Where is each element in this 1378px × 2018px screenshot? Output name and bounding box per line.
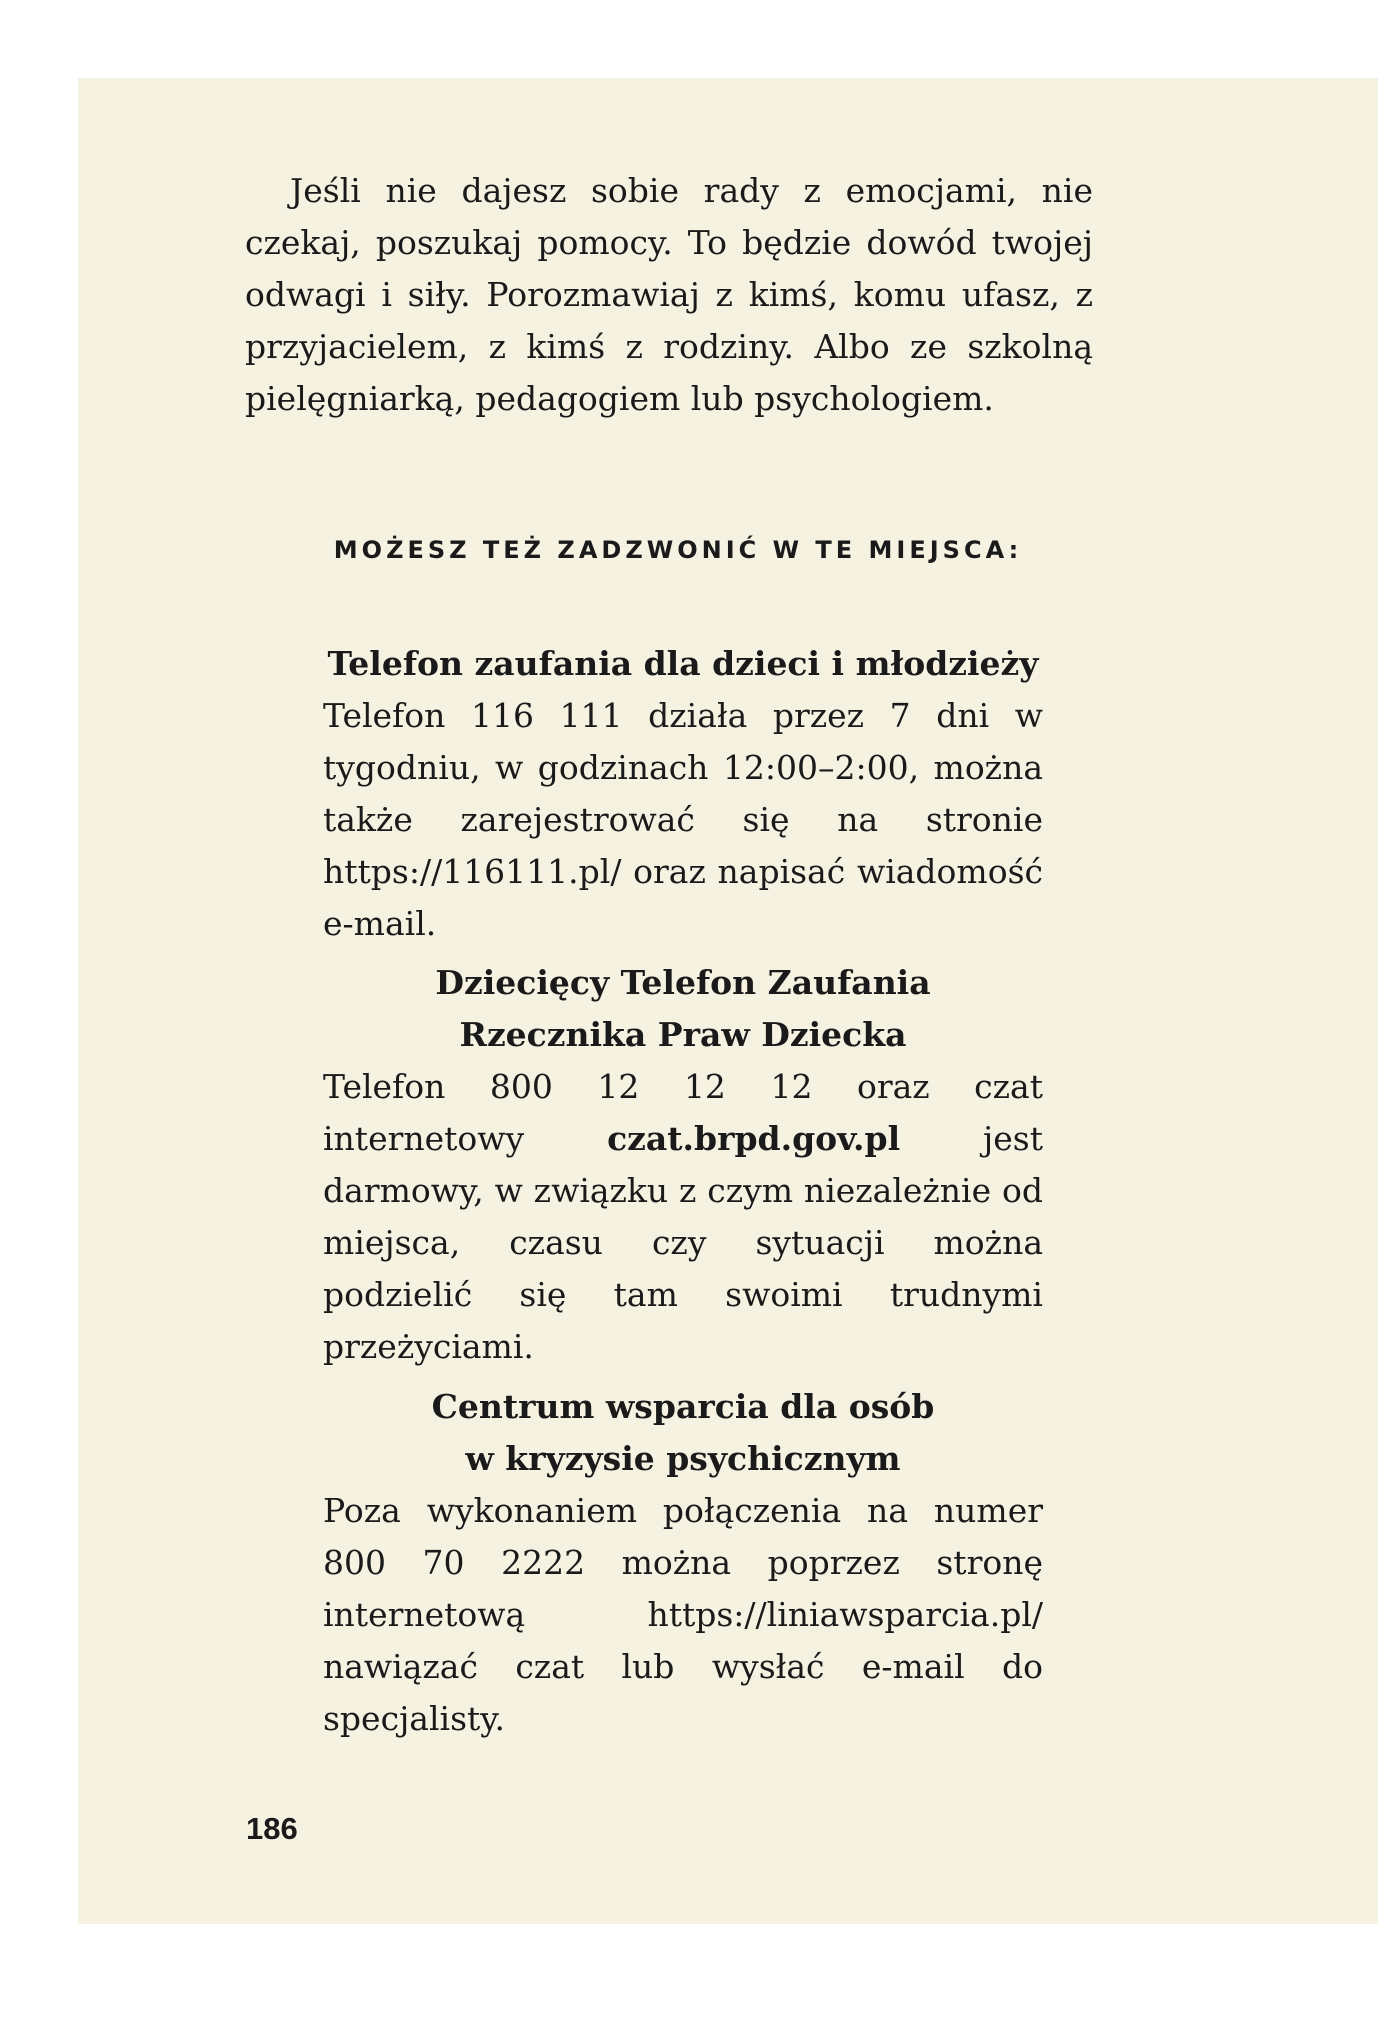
helpline-body-2-prefix: Telefon 800 12 12 12 oraz czat internetowy [323,1067,1043,1158]
intro-paragraph-block [245,165,1093,425]
helpline-section-1 [323,638,1043,950]
helpline-body-2-suffix: jest darmowy, w związku z czym niezależnie od miejsca, czasu czy sytuacji można podzielić się tam swoimi trudnymi przeżyciami. [323,1119,1043,1366]
helpline-body-1: Telefon 116 111 działa przez 7 dni w tygodniu, w godzinach 12:00–2:00, można także zarejestrować się na stronie https://116111.pl/ oraz napisać wiadomość e-mail. [323,696,1043,943]
helpline-title-1: Telefon zaufania dla dzieci i młodzieży [327,644,1039,683]
helpline-body-2 [323,1061,1043,1373]
page-number: 186 [246,1811,298,1846]
section-heading: MOŻESZ TEŻ ZADZWONIĆ W TE MIEJSCA: [333,536,1023,564]
helpline-title-2: Dziecięcy Telefon Zaufania Rzecznika Praw Dziecka [435,963,931,1054]
book-page [78,78,1378,1924]
helpline-section-3 [323,1381,1043,1745]
helpline-title-3: Centrum wsparcia dla osób w kryzysie psychicznym [431,1387,935,1478]
helpline-body-3: Poza wykonaniem połączenia na numer 800 70 2222 można poprzez stronę internetową https://liniawsparcia.pl/ nawiązać czat lub wysłać e-mail do specjalisty. [323,1491,1043,1738]
intro-paragraph: Jeśli nie dajesz sobie rady z emocjami, nie czekaj, poszukaj pomocy. To będzie dowód twojej odwagi i siły. Porozmawiaj z kimś, komu ufasz, z przyjacielem, z kimś z rodziny. Albo ze szkolną pielęgniarką, pedagogiem lub psychologiem. [245,171,1093,418]
chat-website-link: czat.brpd.gov.pl [607,1119,901,1158]
helpline-section-2 [323,957,1043,1373]
